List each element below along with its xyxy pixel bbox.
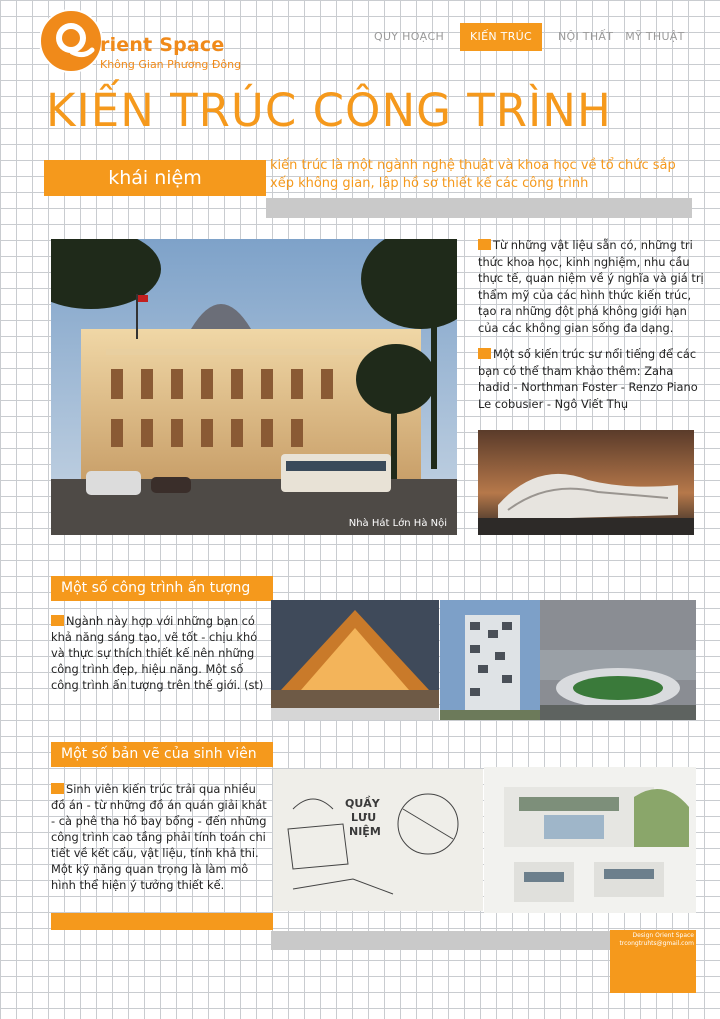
- nav-item-kien-truc[interactable]: KIẾN TRÚC: [460, 23, 542, 51]
- concept-definition: kiến trúc là một ngành nghệ thuật và khoa học về tổ chức sắp xếp không gian, lập hồ sơ thiết kế các công trình: [270, 158, 676, 191]
- section-works-text: [51, 613, 273, 693]
- page-title: KIẾN TRÚC CÔNG TRÌNH: [46, 84, 612, 137]
- main-nav: [368, 22, 691, 52]
- intro-paragraph-2-text: Một số kiến trúc sư nổi tiếng để các bạn có thể tham khảo thêm: Zaha hadid - Northman Foster - Renzo Piano Le cobusier - Ngô Viết Thụ: [478, 347, 698, 411]
- bullet-square-icon: [51, 615, 64, 626]
- feature-photo-opera-house: [51, 239, 457, 535]
- nav-item-noi-that[interactable]: NỘI THẤT: [557, 30, 614, 43]
- bullet-square-icon: [478, 348, 491, 359]
- concept-label: khái niệm: [44, 160, 266, 196]
- divider-bar: [266, 198, 692, 218]
- sketch-word-3: NIỆM: [349, 825, 381, 838]
- student-sketch-2: [484, 767, 696, 913]
- brand-logo[interactable]: [38, 8, 258, 78]
- chapel-image: [271, 600, 439, 708]
- section-heading-works: Một số công trình ấn tượng: [51, 576, 273, 601]
- section-drawings-text: [51, 781, 273, 893]
- logo-tagline: Không Gian Phương Đông: [100, 58, 242, 71]
- bullet-square-icon: [478, 239, 491, 250]
- credit-line-1: Design Orient Space: [632, 932, 694, 939]
- section-heading-drawings: Một số bản vẽ của sinh viên: [51, 742, 273, 767]
- intro-paragraph-1: [478, 237, 706, 336]
- sketch-word-1: QUẦY: [345, 797, 380, 810]
- sketch-souvenir-image: [273, 769, 483, 911]
- photo-chapel: [271, 600, 439, 708]
- cube-tower-image: [440, 600, 540, 720]
- student-sketch-1: [273, 769, 483, 911]
- zaha-building-image: [478, 430, 694, 535]
- photo-cube-tower: [440, 600, 540, 720]
- intro-paragraph-1-text: Từ những vật liệu sẵn có, những tri thức khoa học, kinh nghiệm, nhu cầu thực tế, quan niệm về ý nghĩa và giá trị thẩm mỹ của các hình thức kiến trúc, tạo ra những đột phá không giới hạn của các không gian sống đa dạng.: [478, 238, 704, 335]
- intro-text: [478, 237, 706, 422]
- photo-zaha-building: [478, 430, 694, 535]
- footer-bar-orange: [51, 913, 273, 930]
- sketch-word-2: LƯU: [351, 811, 377, 824]
- design-credit: [612, 932, 694, 948]
- nav-item-my-thuat[interactable]: MỸ THUẬT: [625, 30, 685, 43]
- sketch-villa-image: [484, 767, 696, 913]
- logo-wordmark: rient Space: [100, 34, 225, 56]
- stadium-image: [540, 600, 696, 720]
- logo-swirl-icon: [38, 8, 104, 74]
- photo-stadium: [540, 600, 696, 720]
- photo-caption: Nhà Hát Lớn Hà Nội: [348, 518, 447, 529]
- nav-item-quy-hoach[interactable]: QUY HOẠCH: [374, 30, 445, 43]
- section-drawings-paragraph: Sinh viên kiến trúc trải qua nhiều đồ án - từ những đồ án quán giải khát - cà phê tha hồ bay bổng - đến những công trình cao tầng phải tính toán chi tiết về kết cấu, vật liệu, tính khả thi. Một kỹ năng quan trọng là làm mô hình thể hiện ý tưởng thiết kế.: [51, 782, 267, 892]
- intro-paragraph-2: [478, 346, 706, 412]
- opera-house-image: [51, 239, 457, 535]
- credit-email[interactable]: trcongtruhts@gmail.com: [619, 940, 694, 947]
- section-works-paragraph: Ngành này hợp với những bạn có khả năng sáng tạo, vẽ tốt - chịu khó và thực sự thích thiết kế nên những công trình đẹp, hiệu năng. Một số công trình ấn tượng trên thế giới. (st): [51, 614, 264, 692]
- bullet-square-icon: [51, 783, 64, 794]
- divider-bar-small: [271, 708, 439, 720]
